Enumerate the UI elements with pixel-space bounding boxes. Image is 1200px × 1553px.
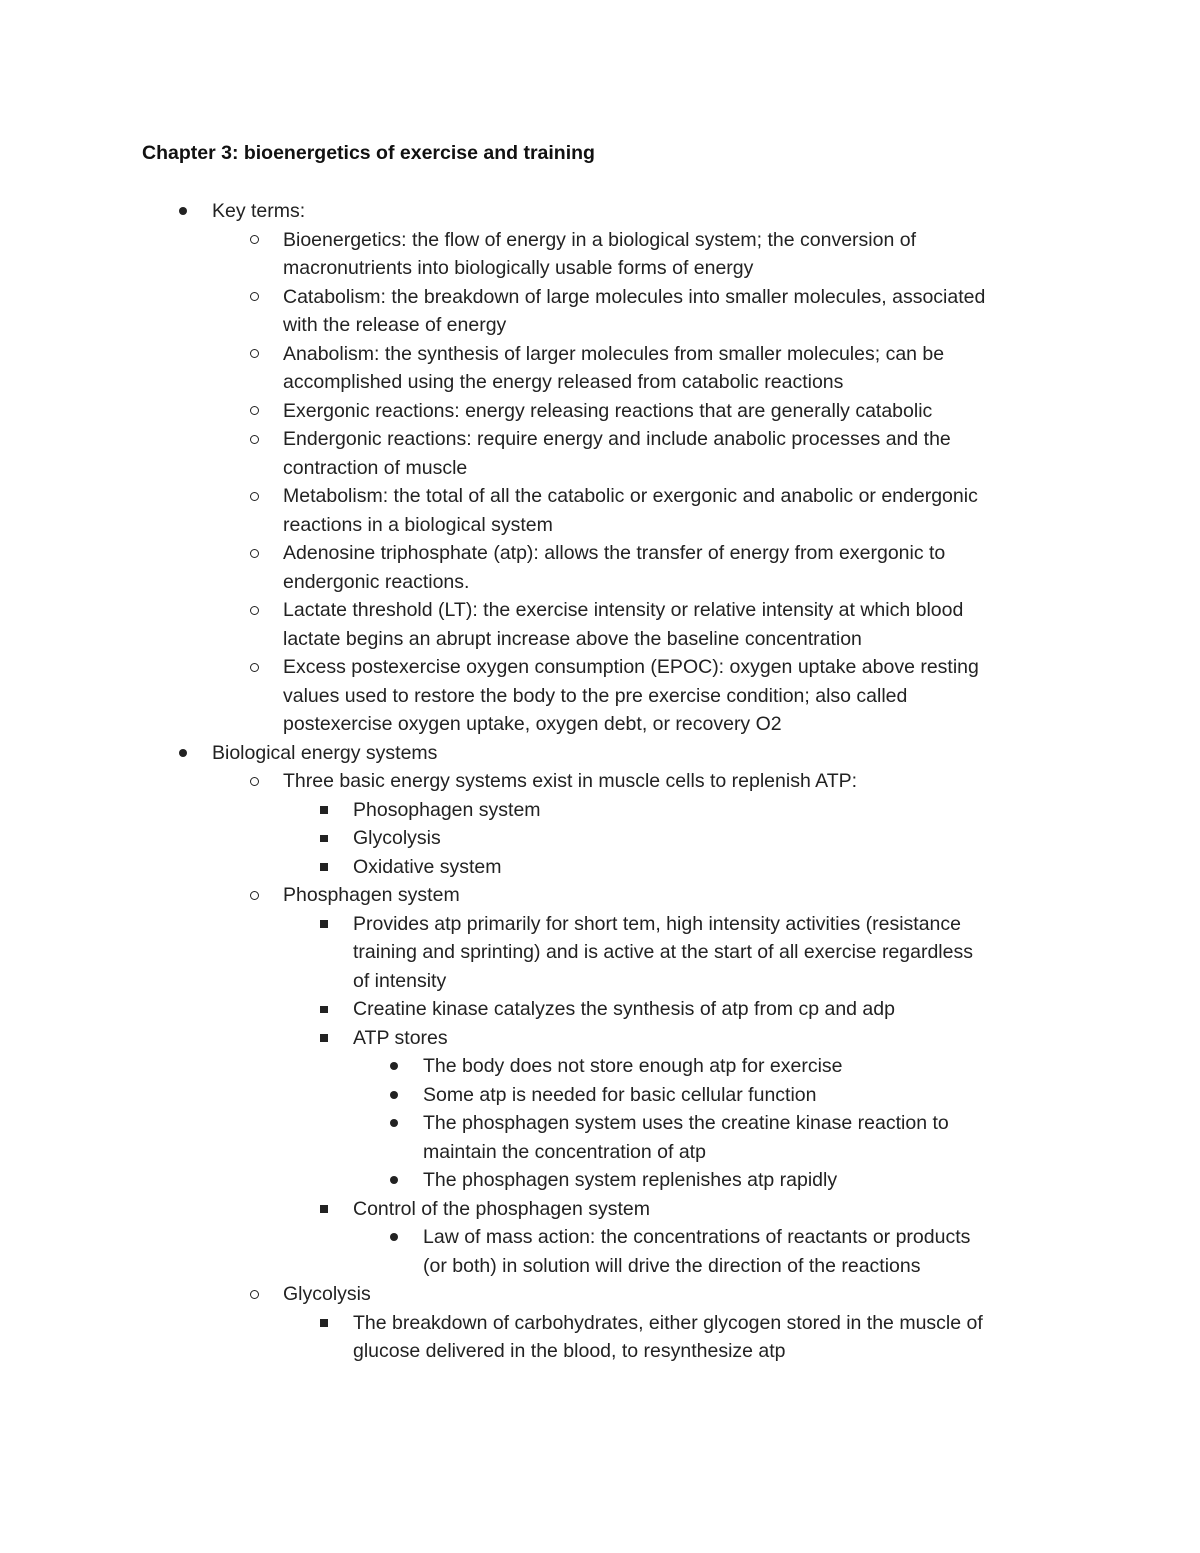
disc-bullet-icon xyxy=(386,1109,402,1138)
circle-bullet-icon xyxy=(246,1280,262,1309)
outline-line: Metabolism: the total of all the catabolic or exergonic and anabolic or endergonic xyxy=(283,485,978,507)
outline-line: values used to restore the body to the pre exercise condition; also called xyxy=(283,684,908,707)
outline-line: Lactate threshold (LT): the exercise intensity or relative intensity at which blood xyxy=(283,599,964,621)
outline-line: Key terms: xyxy=(212,200,306,222)
circle-bullet-icon xyxy=(246,482,262,511)
outline-line: postexercise oxygen uptake, oxygen debt, or recovery O2 xyxy=(283,713,782,735)
outline-line: Phosophagen system xyxy=(353,798,541,821)
circle-bullet-icon xyxy=(246,340,262,369)
outline-line: Biological energy systems xyxy=(212,741,438,764)
disc-bullet-icon xyxy=(175,739,191,768)
outline-line: glucose delivered in the blood, to resynthesize atp xyxy=(353,1340,786,1362)
disc-bullet-icon xyxy=(386,1081,402,1110)
outline-line: Excess postexercise oxygen consumption (EPOC): oxygen uptake above resting xyxy=(283,656,979,678)
outline-line: Glycolysis xyxy=(283,1283,371,1305)
circle-bullet-icon xyxy=(246,539,262,568)
disc-bullet-icon xyxy=(386,1052,402,1081)
outline-line: The phosphagen system replenishes atp rapidly xyxy=(423,1169,838,1191)
outline-line: macronutrients into biologically usable forms of energy xyxy=(283,257,754,279)
circle-bullet-icon xyxy=(246,397,262,426)
outline-line: endergonic reactions. xyxy=(283,570,470,593)
outline-line: reactions in a biological system xyxy=(283,513,553,536)
circle-bullet-icon xyxy=(246,596,262,625)
square-bullet-icon xyxy=(316,910,332,939)
outline-line: ATP stores xyxy=(353,1026,448,1049)
outline-line: lactate begins an abrupt increase above the baseline concentration xyxy=(283,627,862,650)
square-bullet-icon xyxy=(316,1024,332,1053)
outline-line: of intensity xyxy=(353,969,447,992)
square-bullet-icon xyxy=(316,796,332,825)
disc-bullet-icon xyxy=(386,1166,402,1195)
outline-line: Catabolism: the breakdown of large molecules into smaller molecules, associated xyxy=(283,285,986,308)
square-bullet-icon xyxy=(316,1309,332,1338)
circle-bullet-icon xyxy=(246,226,262,255)
square-bullet-icon xyxy=(316,824,332,853)
outline-line: The breakdown of carbohydrates, either glycogen stored in the muscle of xyxy=(353,1311,983,1334)
outline-line: maintain the concentration of atp xyxy=(423,1140,706,1163)
circle-bullet-icon xyxy=(246,653,262,682)
circle-bullet-icon xyxy=(246,767,262,796)
outline-line: (or both) in solution will drive the direction of the reactions xyxy=(423,1254,921,1277)
page-title: Chapter 3: bioenergetics of exercise and training xyxy=(142,142,595,164)
outline-line: The phosphagen system uses the creatine kinase reaction to xyxy=(423,1112,949,1134)
outline-line: Some atp is needed for basic cellular function xyxy=(423,1083,817,1106)
circle-bullet-icon xyxy=(246,283,262,312)
square-bullet-icon xyxy=(316,853,332,882)
circle-bullet-icon xyxy=(246,881,262,910)
outline-line: Bioenergetics: the flow of energy in a biological system; the conversion of xyxy=(283,228,917,251)
outline-line: Adenosine triphosphate (atp): allows the transfer of energy from exergonic to xyxy=(283,542,946,564)
disc-bullet-icon xyxy=(386,1223,402,1252)
outline-line: contraction of muscle xyxy=(283,456,468,479)
outline-line: The body does not store enough atp for exercise xyxy=(423,1055,843,1077)
outline-line: Phosphagen system xyxy=(283,884,460,906)
outline-line: Law of mass action: the concentrations of reactants or products xyxy=(423,1226,971,1248)
outline-line: Exergonic reactions: energy releasing reactions that are generally catabolic xyxy=(283,399,933,422)
outline-line: Endergonic reactions: require energy and include anabolic processes and the xyxy=(283,428,951,450)
outline-line: Control of the phosphagen system xyxy=(353,1197,651,1220)
outline-line: Glycolysis xyxy=(353,827,441,849)
circle-bullet-icon xyxy=(246,425,262,454)
outline-line: Creatine kinase catalyzes the synthesis of atp from cp and adp xyxy=(353,998,895,1020)
outline-line: Three basic energy systems exist in muscle cells to replenish ATP: xyxy=(283,770,858,792)
square-bullet-icon xyxy=(316,1195,332,1224)
square-bullet-icon xyxy=(316,995,332,1024)
outline-line: with the release of energy xyxy=(283,314,507,336)
outline-line: Anabolism: the synthesis of larger molecules from smaller molecules; can be xyxy=(283,342,945,365)
disc-bullet-icon xyxy=(175,197,191,226)
outline-line: accomplished using the energy released from catabolic reactions xyxy=(283,371,844,393)
outline-line: training and sprinting) and is active at the start of all exercise regardless xyxy=(353,941,973,963)
outline-line: Provides atp primarily for short tem, high intensity activities (resistance xyxy=(353,912,961,935)
outline-line: Oxidative system xyxy=(353,855,502,878)
